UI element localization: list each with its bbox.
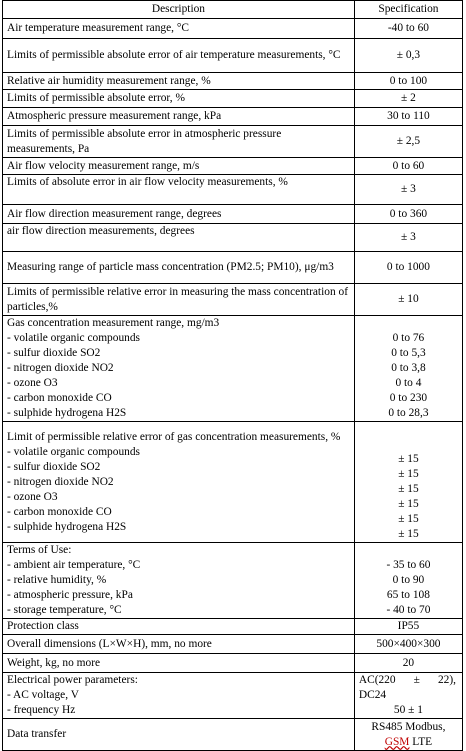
header-description: Description	[3, 1, 355, 19]
row-description: Limits of permissible absolute error of air temperature measurements, °C	[3, 39, 355, 73]
row-description: Atmospheric pressure measurement range, kPa	[3, 108, 355, 126]
row-description: Protection class	[3, 619, 355, 635]
power-spec	[354, 673, 462, 719]
gas-error-row	[3, 422, 463, 543]
list-item: - AC voltage, V	[7, 689, 79, 701]
list-value: 0 to 3,8	[391, 362, 426, 374]
list-item: - carbon monoxide CO	[7, 505, 112, 518]
gas-range-spec	[354, 316, 462, 422]
gas-range-row	[3, 316, 463, 422]
table-row	[3, 719, 463, 751]
row-spec: 0 to 100	[354, 73, 462, 90]
terms-spec	[354, 543, 462, 619]
table-row	[3, 205, 463, 224]
list-item: - sulphide hydrogena H2S	[7, 520, 127, 533]
row-description: Limits of absolute error in air flow velocity measurements, %	[3, 175, 355, 205]
table-row	[3, 224, 463, 252]
list-value: 0 to 5,3	[391, 347, 426, 359]
table-row	[3, 158, 463, 175]
table-row	[3, 619, 463, 635]
power-ac-value: AC(220	[358, 674, 396, 686]
list-item: - atmospheric pressure, kPa	[7, 589, 133, 601]
transfer-gsm: GSM	[384, 735, 410, 748]
row-spec: -40 to 60	[354, 19, 462, 39]
list-item: - relative humidity, %	[7, 574, 107, 586]
row-description: air flow direction measurements, degrees	[3, 224, 355, 252]
header-row	[3, 1, 463, 19]
terms-title: Terms of Use:	[7, 544, 72, 556]
row-description: Measuring range of particle mass concentration (PM2.5; PM10), μg/m3	[3, 252, 355, 284]
row-description: Limits of permissible absolute error, %	[3, 90, 355, 108]
list-value: ± 15	[398, 483, 419, 495]
list-value: - 35 to 60	[386, 559, 431, 571]
list-value: 0 to 28,3	[388, 407, 429, 419]
power-ac-tolerance: 22),	[437, 674, 456, 686]
row-spec: ± 2	[354, 90, 462, 108]
row-spec: ± 10	[354, 284, 462, 316]
terms-description	[3, 543, 355, 619]
row-description: Air temperature measurement range, °C	[3, 19, 355, 39]
row-description: Weight, kg, no more	[3, 654, 355, 673]
list-value: 65 to 108	[386, 589, 430, 601]
list-value: ± 15	[398, 453, 419, 465]
power-frequency-value: 50 ± 1	[393, 704, 423, 716]
list-item: - ambient air temperature, °C	[7, 559, 141, 571]
list-item: - sulphide hydrogena H2S	[7, 407, 127, 419]
transfer-protocol: RS485 Modbus,	[371, 720, 446, 733]
row-spec: 20	[354, 654, 462, 673]
list-item: - ozone O3	[7, 490, 58, 503]
terms-row	[3, 543, 463, 619]
list-value: 0 to 76	[392, 332, 425, 344]
row-description: Limits of permissible absolute error in atmospheric pressure measurements, Pa	[3, 126, 355, 158]
row-description: Overall dimensions (L×W×H), mm, no more	[3, 635, 355, 654]
list-value: 0 to 4	[395, 377, 422, 389]
list-value: 0 to 230	[389, 392, 428, 404]
transfer-spec	[354, 719, 462, 751]
power-description	[3, 673, 355, 719]
list-value: ± 15	[398, 513, 419, 525]
table-row	[3, 635, 463, 654]
list-value: ± 15	[398, 528, 419, 540]
table-row	[3, 252, 463, 284]
row-spec: 0 to 1000	[354, 252, 462, 284]
gas-error-spec	[354, 422, 462, 543]
specification-table	[2, 0, 463, 751]
gas-error-description	[3, 422, 355, 543]
list-item: - ozone O3	[7, 377, 58, 389]
gas-range-description	[3, 316, 355, 422]
row-spec: ± 3	[354, 224, 462, 252]
list-item: - frequency Hz	[7, 704, 76, 716]
table-row	[3, 90, 463, 108]
row-spec: ± 2,5	[354, 126, 462, 158]
row-description: Air flow direction measurement range, degrees	[3, 205, 355, 224]
row-spec: 0 to 60	[354, 158, 462, 175]
row-spec: ± 3	[354, 175, 462, 205]
table-row	[3, 126, 463, 158]
row-description: Relative air humidity measurement range, %	[3, 73, 355, 90]
list-item: - nitrogen dioxide NO2	[7, 475, 114, 488]
list-item: - volatile organic compounds	[7, 445, 140, 458]
gas-error-title: Limit of permissible relative error of gas concentration measurements, %	[7, 430, 341, 443]
list-value: - 40 to 70	[386, 604, 431, 616]
table-row	[3, 73, 463, 90]
gas-range-title: Gas concentration measurement range, mg/m3	[7, 317, 220, 329]
power-row	[3, 673, 463, 719]
table-row	[3, 19, 463, 39]
row-spec: IP55	[354, 619, 462, 635]
power-dc-value: DC24	[358, 689, 387, 701]
list-item: - volatile organic compounds	[7, 332, 140, 344]
table-row	[3, 654, 463, 673]
row-spec: 0 to 360	[354, 205, 462, 224]
table-row	[3, 284, 463, 316]
row-spec: 500×400×300	[354, 635, 462, 654]
list-item: - storage temperature, °C	[7, 604, 122, 616]
row-description: Air flow velocity measurement range, m/s	[3, 158, 355, 175]
table-row	[3, 175, 463, 205]
row-description: Data transfer	[3, 719, 355, 751]
power-ac-tolerance-sign: ±	[413, 674, 420, 686]
list-value: ± 15	[398, 498, 419, 510]
table-row	[3, 39, 463, 73]
row-description: Limits of permissible relative error in measuring the mass concentration of particles,%	[3, 284, 355, 316]
header-specification: Specification	[354, 1, 462, 19]
list-item: - sulfur dioxide SO2	[7, 460, 101, 473]
table-row	[3, 108, 463, 126]
row-spec: ± 0,3	[354, 39, 462, 73]
list-item: - nitrogen dioxide NO2	[7, 362, 114, 374]
power-title: Electrical power parameters:	[7, 674, 138, 686]
list-value: 0 to 90	[392, 574, 425, 586]
list-item: - sulfur dioxide SO2	[7, 347, 101, 359]
list-value: ± 15	[398, 468, 419, 480]
list-item: - carbon monoxide CO	[7, 392, 112, 404]
transfer-lte: LTE	[412, 735, 433, 748]
row-spec: 30 to 110	[354, 108, 462, 126]
